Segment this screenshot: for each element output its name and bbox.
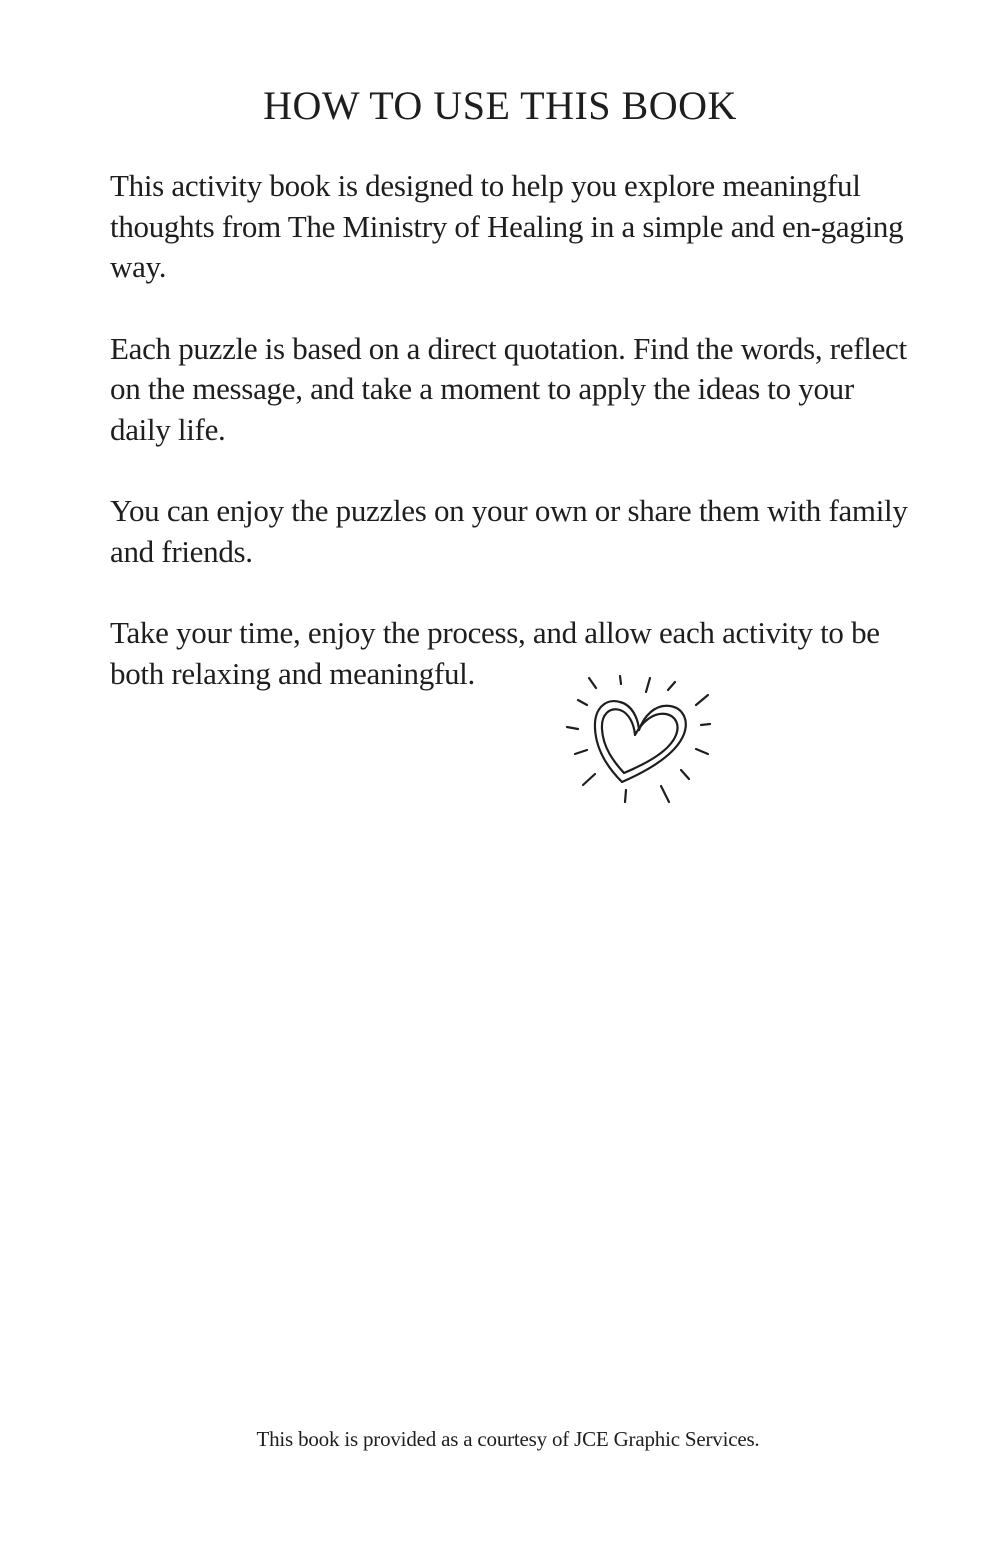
instructions-body	[110, 166, 910, 735]
page-title: HOW TO USE THIS BOOK	[263, 83, 737, 128]
paragraph-closing: Take your time, enjoy the process, and allow each activity to be both relaxing and meaningful.	[110, 615, 880, 691]
sparkling-heart-icon	[562, 672, 716, 810]
paragraph-sharing: You can enjoy the puzzles on your own or share them with family and friends.	[110, 493, 908, 569]
paragraph-intro: This activity book is designed to help you explore meaningful thoughts from The Ministry of Healing in a simple and en-gaging way.	[110, 168, 904, 284]
sparkle-rays	[567, 676, 710, 802]
courtesy-footer: This book is provided as a courtesy of JCE Graphic Services.	[256, 1427, 760, 1451]
paragraph-puzzles: Each puzzle is based on a direct quotation. Find the words, reflect on the message, and take a moment to apply the ideas to your daily life.	[110, 330, 907, 447]
